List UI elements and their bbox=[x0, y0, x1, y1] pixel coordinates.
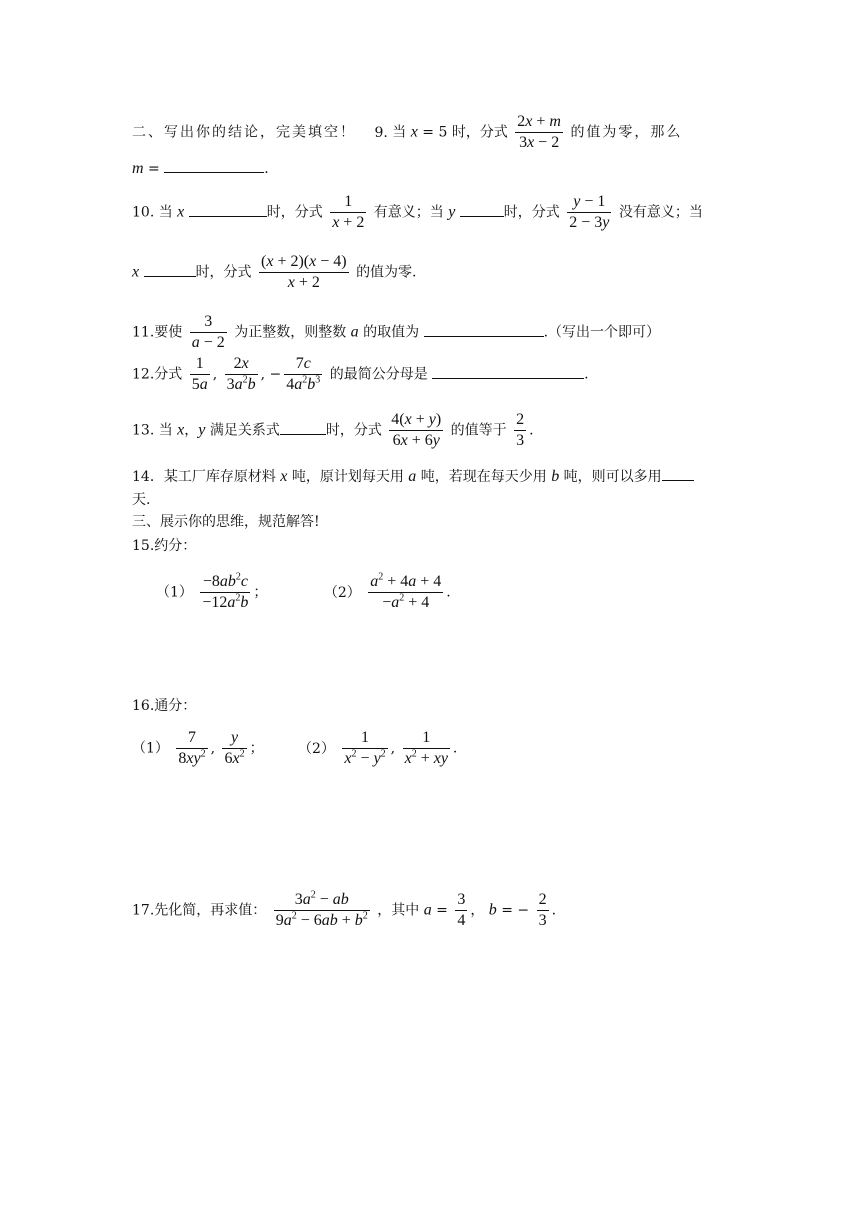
separator: . bbox=[446, 584, 451, 601]
fraction: $\frac{2}{3}$ bbox=[516, 411, 525, 449]
q10-number: 10. bbox=[132, 204, 155, 221]
part-label: （2） bbox=[298, 740, 335, 757]
q10-text: 的值为零. bbox=[356, 264, 417, 281]
q9-text: 的值为零，那么 bbox=[570, 124, 683, 141]
q17-text: ，其中 bbox=[377, 902, 420, 919]
fraction: $\frac{(x + 2)(x - 4)}{x + 2}$ bbox=[261, 253, 347, 291]
fraction: $\frac{y}{6x^2}$ bbox=[224, 729, 245, 767]
math: y bbox=[198, 421, 206, 439]
answer-blank[interactable] bbox=[189, 202, 267, 217]
q17-text: . bbox=[551, 902, 557, 919]
q15-line bbox=[156, 572, 451, 613]
q13-line: 13. 当 x，y 满足关系式 时，分式 $\frac{4(x + y)}{6x + 6y}$ 的值等于 $\frac{2}{3}$ . bbox=[132, 411, 534, 449]
q10-text: 时，分式 bbox=[266, 204, 323, 221]
fraction: $\frac{3}{a - 2}$ bbox=[191, 313, 225, 351]
math: y bbox=[448, 203, 456, 221]
q13-text: 满足关系式 bbox=[209, 422, 280, 439]
q11-text: 为正整数，则整数 bbox=[234, 324, 347, 341]
q9-text: 当 bbox=[392, 124, 407, 141]
q13-text: . bbox=[529, 422, 534, 439]
q10-text: 时，分式 bbox=[195, 264, 252, 281]
section3-title: 三、展示你的思维，规范解答! bbox=[132, 514, 320, 530]
q10-text: 有意义；当 bbox=[373, 204, 444, 221]
q11-number: 11.要使 bbox=[132, 324, 183, 341]
fraction: $\frac{3}{4}$ bbox=[457, 891, 466, 929]
answer-blank[interactable] bbox=[144, 262, 196, 277]
math: x bbox=[410, 123, 418, 141]
part-label: （1） bbox=[156, 584, 193, 601]
math: b bbox=[551, 468, 560, 485]
math: b bbox=[488, 901, 497, 919]
q17-line: 17.先化简，再求值： $\frac{3a^2 - ab}{9a^2 - 6ab + b^2}$ ，其中 a = $\frac{3}{4}$ ， b = − $\frac{2}{3}$ . bbox=[132, 889, 557, 929]
fraction: $\frac{2x + m}{3x - 2}$ bbox=[517, 113, 561, 151]
q14-line-2 bbox=[132, 490, 150, 510]
math: m bbox=[132, 160, 144, 177]
separator: ； bbox=[253, 584, 268, 601]
math: x bbox=[177, 203, 185, 221]
fraction: $\frac{y - 1}{2 - 3y}$ bbox=[569, 193, 610, 231]
fraction: $\frac{7}{8xy^2}$ bbox=[178, 729, 206, 767]
q10-line-1 bbox=[132, 192, 703, 233]
q9-line-2: m = . bbox=[132, 160, 269, 177]
q13-text: 的值等于 bbox=[450, 422, 507, 439]
separator: ； bbox=[249, 740, 264, 757]
q14-number: 14． bbox=[132, 469, 164, 485]
separator: . bbox=[452, 740, 458, 757]
fraction: $\frac{4(x + y)}{6x + 6y}$ bbox=[391, 411, 442, 449]
fraction: $\frac{1}{x^2 - y^2}$ bbox=[344, 729, 386, 767]
q14-text: 吨，原计划每天用 bbox=[291, 469, 404, 485]
math: a bbox=[423, 901, 432, 919]
q14-text: 吨，若现在每天少用 bbox=[420, 469, 547, 485]
fraction: $\frac{7c}{4a^2b^3}$ bbox=[286, 355, 321, 393]
q10-text: 没有意义；当 bbox=[618, 204, 703, 221]
q9-text: . bbox=[264, 161, 269, 177]
fraction: $\frac{1}{x^2 + xy}$ bbox=[404, 729, 448, 767]
q12-text: . bbox=[584, 366, 589, 383]
q13-number: 13. bbox=[132, 422, 155, 439]
fraction: $\frac{1}{5a}$ bbox=[191, 355, 208, 393]
math: x bbox=[280, 468, 288, 485]
q11-text: 的取值为 bbox=[363, 324, 420, 341]
q13-text: 当 bbox=[158, 422, 173, 439]
q16-title: 16.通分： bbox=[132, 698, 197, 714]
answer-blank[interactable] bbox=[432, 364, 584, 379]
part-label: （2） bbox=[323, 584, 361, 601]
q12-number: 12.分式 bbox=[132, 366, 183, 383]
fraction: $\frac{3a^2 - ab}{9a^2 - 6ab + b^2}$ bbox=[275, 889, 368, 929]
answer-blank[interactable] bbox=[424, 322, 544, 337]
fraction: $\frac{2x}{3a^2b}$ bbox=[226, 355, 256, 393]
q9-number: 9. bbox=[374, 124, 388, 141]
q9-line-1: 二、写出你的结论，完美填空！ 9. 当 x = 5 时，分式 $\frac{2x + m}{3x - 2}$ 的值为零，那么 bbox=[132, 113, 683, 151]
part-label: （1） bbox=[132, 740, 169, 757]
math: x bbox=[177, 421, 185, 439]
q10-text: 时，分式 bbox=[503, 204, 560, 221]
q12-line: 12.分式 $\frac{1}{5a}$ , $\frac{2x}{3a^2b}$ , − $\frac{7c}{4a^2b^3}$ 的最简公分母是 . bbox=[132, 355, 589, 393]
q14-text: 天. bbox=[132, 492, 151, 508]
q14-text: 某工厂库存原材料 bbox=[163, 469, 276, 485]
q11-text: .（写出一个即可） bbox=[543, 324, 661, 341]
q15-title: 15.约分： bbox=[132, 538, 197, 554]
fraction: $\frac{a^2 + 4a + 4}{-a^2 + 4}$ bbox=[370, 571, 442, 611]
q13-text: 时，分式 bbox=[325, 422, 382, 439]
fraction: $\frac{1}{x + 2}$ bbox=[332, 193, 365, 231]
q14-text: 吨，则可以多用 bbox=[563, 469, 662, 485]
math: a bbox=[408, 468, 417, 485]
q11-line bbox=[132, 312, 660, 353]
q10-line-2 bbox=[132, 252, 417, 293]
q9-text: 时，分式 bbox=[451, 124, 508, 141]
q10-text: 当 bbox=[158, 204, 173, 221]
math: a bbox=[350, 323, 359, 341]
fraction: $\frac{-8ab^2c}{-12a^2b}$ bbox=[202, 571, 249, 611]
math: x bbox=[132, 263, 140, 281]
q17-title: 17.先化简，再求值： bbox=[132, 902, 267, 919]
answer-blank[interactable] bbox=[164, 158, 264, 173]
section2-title: 二、写出你的结论，完美填空！ bbox=[132, 124, 356, 141]
q14-line-1 bbox=[132, 466, 694, 487]
q16-line: （1） $\frac{7}{8xy^2}$ , $\frac{y}{6x^2}$ ； （2） $\frac{1}{x^2 - y^2}$ , $\frac{1}{x^2 + xy}$ . bbox=[132, 729, 458, 767]
answer-blank[interactable] bbox=[460, 202, 504, 217]
answer-blank[interactable] bbox=[662, 466, 694, 481]
answer-blank[interactable] bbox=[280, 420, 326, 435]
fraction: $\frac{2}{3}$ bbox=[538, 891, 547, 929]
q12-text: 的最简公分母是 bbox=[329, 366, 428, 383]
